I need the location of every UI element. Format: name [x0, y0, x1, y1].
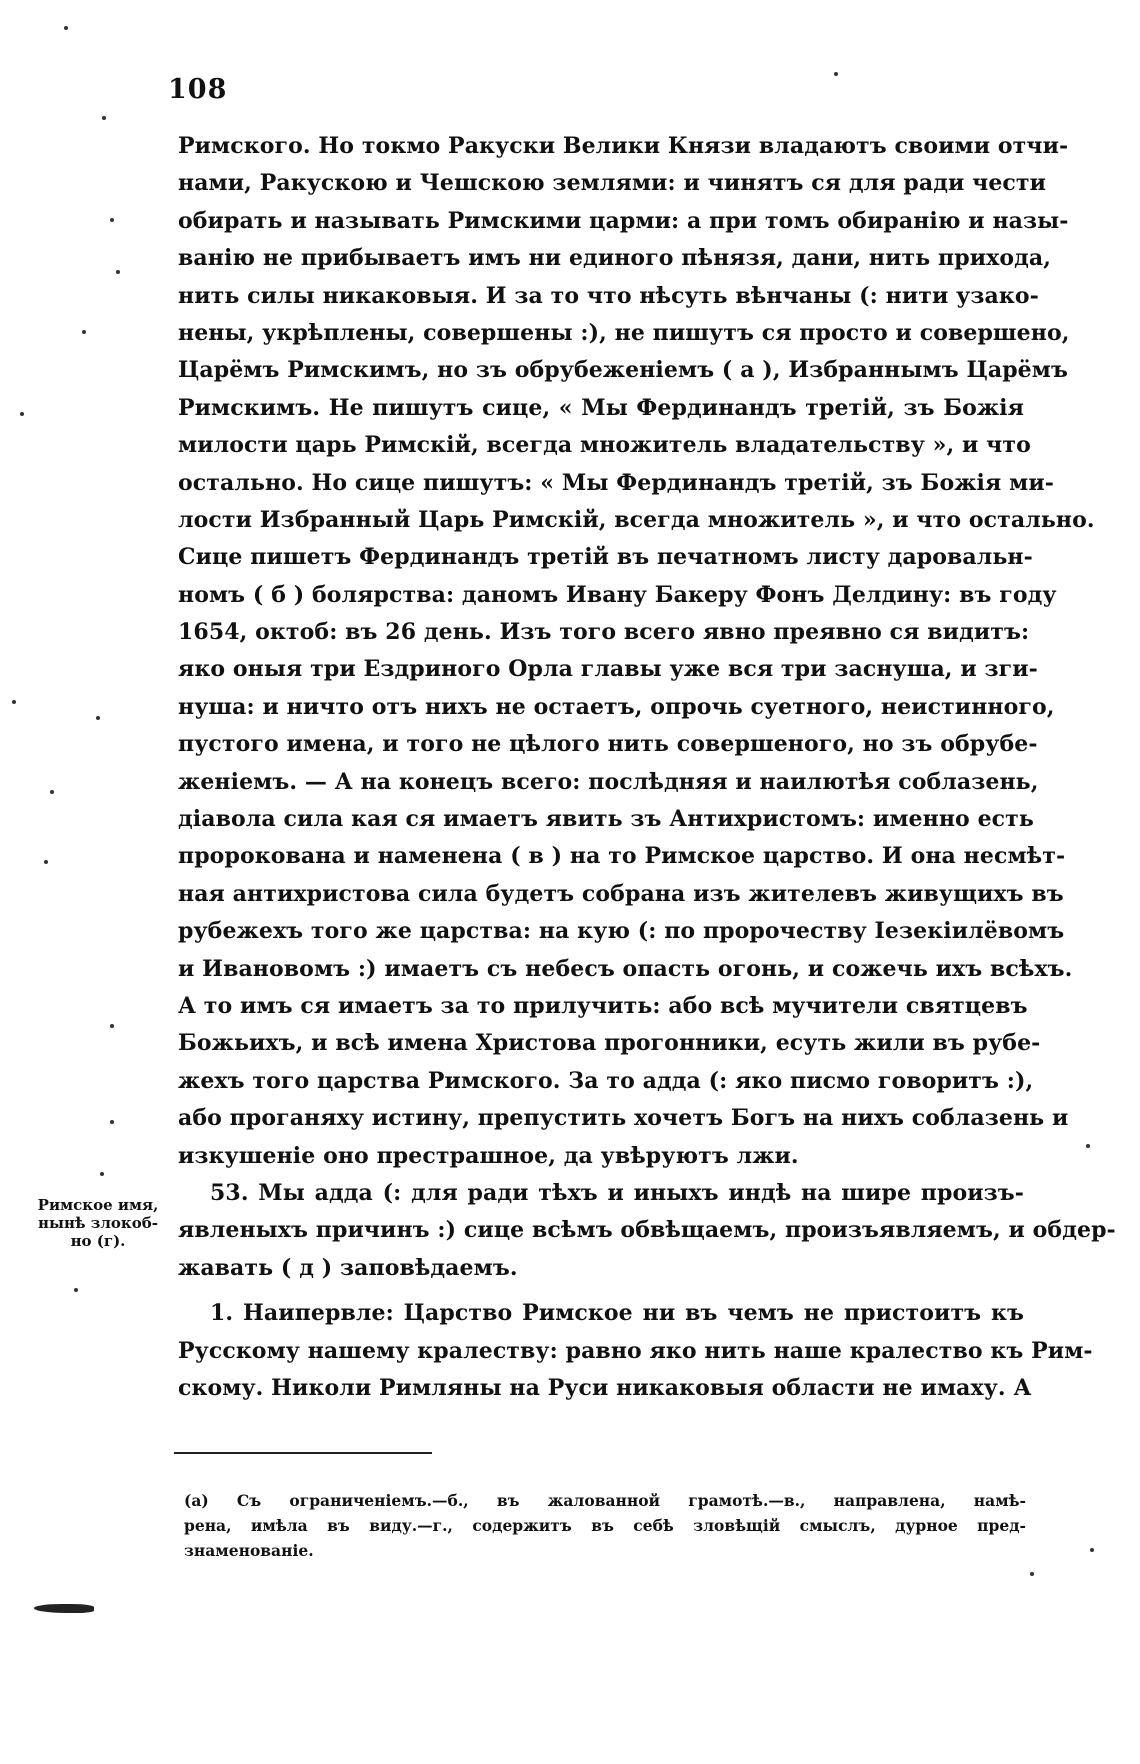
scan-speck: [834, 72, 838, 76]
scan-speck: [44, 860, 48, 864]
scan-speck: [96, 716, 100, 720]
margin-note: [28, 1196, 168, 1250]
text-line: нить силы никаковыя. И за то что нѣсуть вѣнчаны (: нити узако-: [178, 282, 1039, 309]
scan-speck: [50, 790, 54, 794]
scan-speck: [20, 412, 24, 416]
text-line: ная антихристова сила будетъ собрана изъ жителевъ живущихъ въ: [178, 880, 1064, 907]
margin-note-line: но (г).: [70, 1232, 126, 1250]
text-line: и Ивановомъ :) имаетъ съ небесъ опасть огонь, и сожечь ихъ всѣхъ.: [178, 955, 1073, 982]
text-line: женіемъ. — А на конецъ всего: послѣдняя и наилютѣя соблазень,: [178, 768, 1039, 795]
text-line: Божьихъ, и всѣ имена Христова прогонники, есуть жили въ рубе-: [178, 1030, 1041, 1057]
scan-speck: [1086, 1144, 1090, 1148]
text-line: нуша: и ничто отъ нихъ не остаетъ, опрочь суетного, неистинного,: [178, 693, 1055, 720]
text-line: обирать и называть Римскими царми: а при томъ обиранію и назы-: [178, 207, 1069, 234]
text-line: ванію не прибываетъ имъ ни единого пѣнязя, дани, нить прихода,: [178, 245, 1052, 272]
scan-speck: [74, 1288, 78, 1292]
scan-speck: [1030, 1572, 1034, 1576]
main-text: [178, 128, 1116, 1407]
section-53-line: жавать ( д ) заповѣдаемъ.: [178, 1254, 518, 1281]
footnote-line: (а) Съ ограниченіемъ.—б., въ жалованной грамотѣ.—в., направлена, намѣ-: [184, 1491, 1026, 1510]
scan-speck: [82, 330, 86, 334]
text-line: рубежехъ того же царства: на кую (: по пророчеству Іезекіилёвомъ: [178, 918, 1065, 945]
scan-speck: [100, 1172, 104, 1176]
scan-speck: [110, 1024, 114, 1028]
text-line: номъ ( б ) болярства: даномъ Ивану Бакеру Фонъ Делдину: въ году: [178, 581, 1057, 608]
footnote-divider: [174, 1452, 432, 1454]
text-line: нами, Ракускою и Чешскою землями: и чинятъ ся для ради чести: [178, 170, 1047, 197]
text-line: пророкована и наменена ( в ) на то Римское царство. И она несмѣт-: [178, 843, 1066, 870]
scan-speck: [110, 1120, 114, 1124]
item-1-line: 1. Наипервле: Царство Римское ни въ чемъ не пристоитъ къ: [210, 1300, 1024, 1327]
text-line: милости царь Римскій, всегда множитель владательству », и что: [178, 432, 1031, 459]
text-line: лости Избранный Царь Римскій, всегда множитель », и что остально.: [178, 506, 1095, 533]
paragraph-gap: [178, 1287, 1024, 1295]
scan-speck: [110, 218, 114, 222]
text-line: Римскимъ. Не пишутъ сице, « Мы Фердинандъ третій, зъ Божія: [178, 394, 1024, 421]
page-number: 108: [168, 74, 228, 105]
text-line: нены, укрѣплены, совершены :), не пишутъ ся просто и совершено,: [178, 319, 1070, 346]
text-line: пустого имена, и того не цѣлого нить совершеного, но зъ обрубе-: [178, 731, 1038, 758]
footnotes: [184, 1488, 1026, 1563]
text-line: 1654, октоб: въ 26 день. Изъ того всего явно преявно ся видитъ:: [178, 619, 1030, 646]
text-line: Римского. Но токмо Ракуски Велики Князи владаютъ своими отчи-: [178, 133, 1069, 159]
text-line: діавола сила кая ся имаетъ явить зъ Антихристомъ: именно есть: [178, 806, 1034, 833]
scan-speck: [102, 116, 106, 120]
margin-note-line: Римское имя,: [37, 1196, 159, 1214]
scan-speck: [12, 700, 16, 704]
margin-note-line: нынѣ злокоб-: [38, 1214, 158, 1232]
scan-speck: [1090, 1548, 1094, 1552]
item-1-line: Русскому нашему кралеству: равно яко нить наше кралество къ Рим-: [178, 1337, 1093, 1364]
footnote-line: рена, имѣла въ виду.—г., содержитъ въ себѣ зловѣщій смыслъ, дурное пред-: [184, 1516, 1026, 1535]
text-line: або проганяху истину, препустить хочетъ Богъ на нихъ соблазень и: [178, 1105, 1069, 1132]
text-line: остально. Но сице пишутъ: « Мы Фердинандъ третій, зъ Божія ми-: [178, 469, 1054, 496]
text-line: А то имъ ся имаетъ за то прилучить: або всѣ мучители святцевъ: [178, 992, 1028, 1019]
text-line: яко оныя три Ездриного Орла главы уже вся три заснуша, и зги-: [178, 656, 1038, 683]
scan-speck: [64, 26, 68, 30]
text-line: жехъ того царства Римского. За то адда (: яко писмо говоритъ :),: [178, 1067, 1034, 1094]
text-line: изкушеніе оно престрашное, да увѣруютъ лжи.: [178, 1142, 799, 1169]
item-1-line: скому. Николи Римляны на Руси никаковыя области не имаху. А: [178, 1374, 1032, 1401]
section-53-line: явленыхъ причинъ :) сице всѣмъ обвѣщаемъ, произъявляемъ, и обдер-: [178, 1217, 1116, 1244]
footnote-line: знаменованіе.: [184, 1541, 314, 1560]
section-53-line: 53. Мы адда (: для ради тѣхъ и иныхъ индѣ на шире произъ-: [210, 1179, 1024, 1206]
text-line: Сице пишетъ Фердинандъ третій въ печатномъ листу даровальн-: [178, 544, 1033, 571]
scan-smudge: [34, 1604, 94, 1613]
text-line: Царёмъ Римскимъ, но зъ обрубеженіемъ ( а ), Избраннымъ Царёмъ: [178, 357, 1068, 384]
scan-speck: [116, 270, 120, 274]
